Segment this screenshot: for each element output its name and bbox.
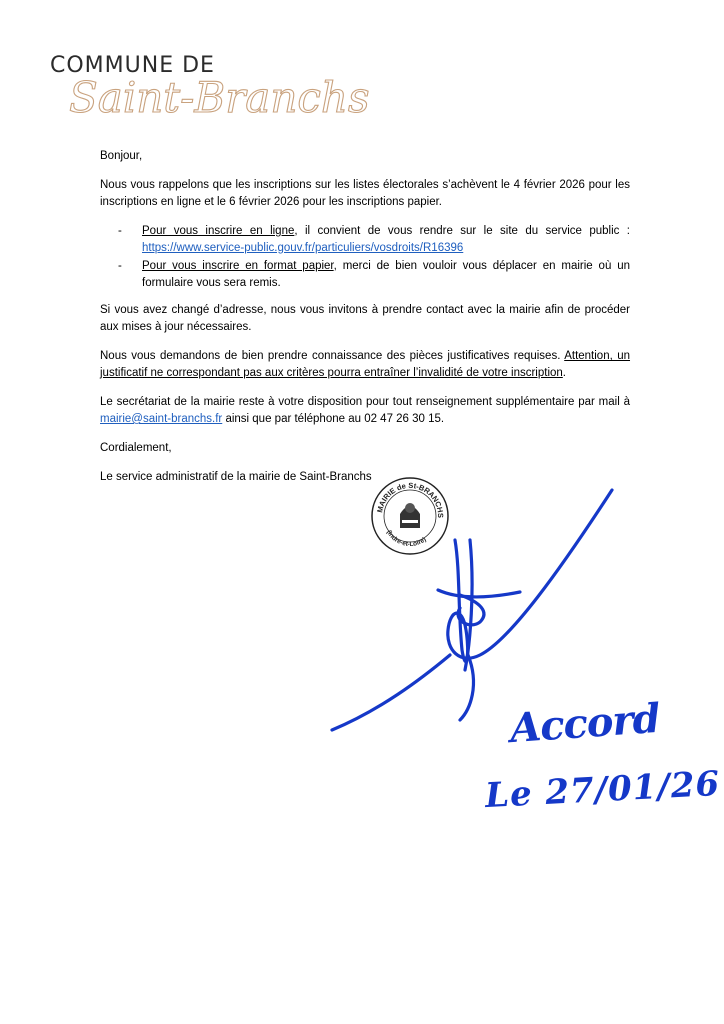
bullet-dash: - [118,260,122,272]
closing: Cordialement, [100,442,172,454]
letter-body [100,148,630,498]
paragraph-contact [100,394,630,428]
paragraph-documents [100,348,630,382]
logo-commune-de: COMMUNE DE [50,53,215,78]
paragraph-address-change: Si vous avez changé d’adresse, nous vous invitons à prendre contact avec la mairie afin de procéder aux mises à jour nécessaires. [100,304,630,333]
bullet-paper-title: Pour vous inscrire en format papier [142,260,334,272]
bullet-online-title: Pour vous inscrire en ligne [142,225,295,237]
bullet-online [100,223,630,257]
bullet-dash: - [118,225,122,237]
signature-line: Le service administratif de la mairie de Saint-Branchs [100,471,372,483]
paragraph-reminder: Nous vous rappelons que les inscriptions sur les listes électorales s’achèvent le 4 février 2026 pour les inscriptions en ligne et le 6 février 2026 pour les inscriptions papier. [100,179,630,208]
service-public-link[interactable]: https://www.service-public.gouv.fr/particuliers/vosdroits/R16396 [142,242,464,254]
bullet-paper-text: , merci de bien vouloir vous déplacer en mairie où un formulaire vous sera remis. [142,260,630,289]
paragraph-documents-text: Nous vous demandons de bien prendre connaissance des pièces justificatives requises. [100,350,565,362]
logo-script-text: Saint-Branchs [69,73,370,122]
paragraph-contact-end: ainsi que par téléphone au 02 47 26 30 15. [222,413,445,425]
email-link[interactable]: mairie@saint-branchs.fr [100,413,223,425]
bullet-list [100,223,630,292]
paragraph-contact-text: Le secrétariat de la mairie reste à votre disposition pour tout renseignement supplémentaire par mail à [100,396,630,408]
stamp-top-text: MAIRIE de St-BRANCHS [375,480,446,519]
bullet-paper [100,258,630,292]
handwritten-date: Le 27/01/26 [484,763,722,817]
logo-script-saint-branchs [65,64,370,134]
attention-warning: Attention, un justificatif ne correspondant pas aux critères pourra entraîner l’invalidité de votre inscription [100,350,631,379]
paragraph-documents-end: . [562,367,566,379]
stamp-bottom-text: (Indre-et-Loire) [384,529,428,549]
bullet-online-text: , il convient de vous rendre sur le site du service public : [294,225,631,237]
handwritten-approval: Accord [508,694,661,753]
greeting: Bonjour, [100,150,143,162]
